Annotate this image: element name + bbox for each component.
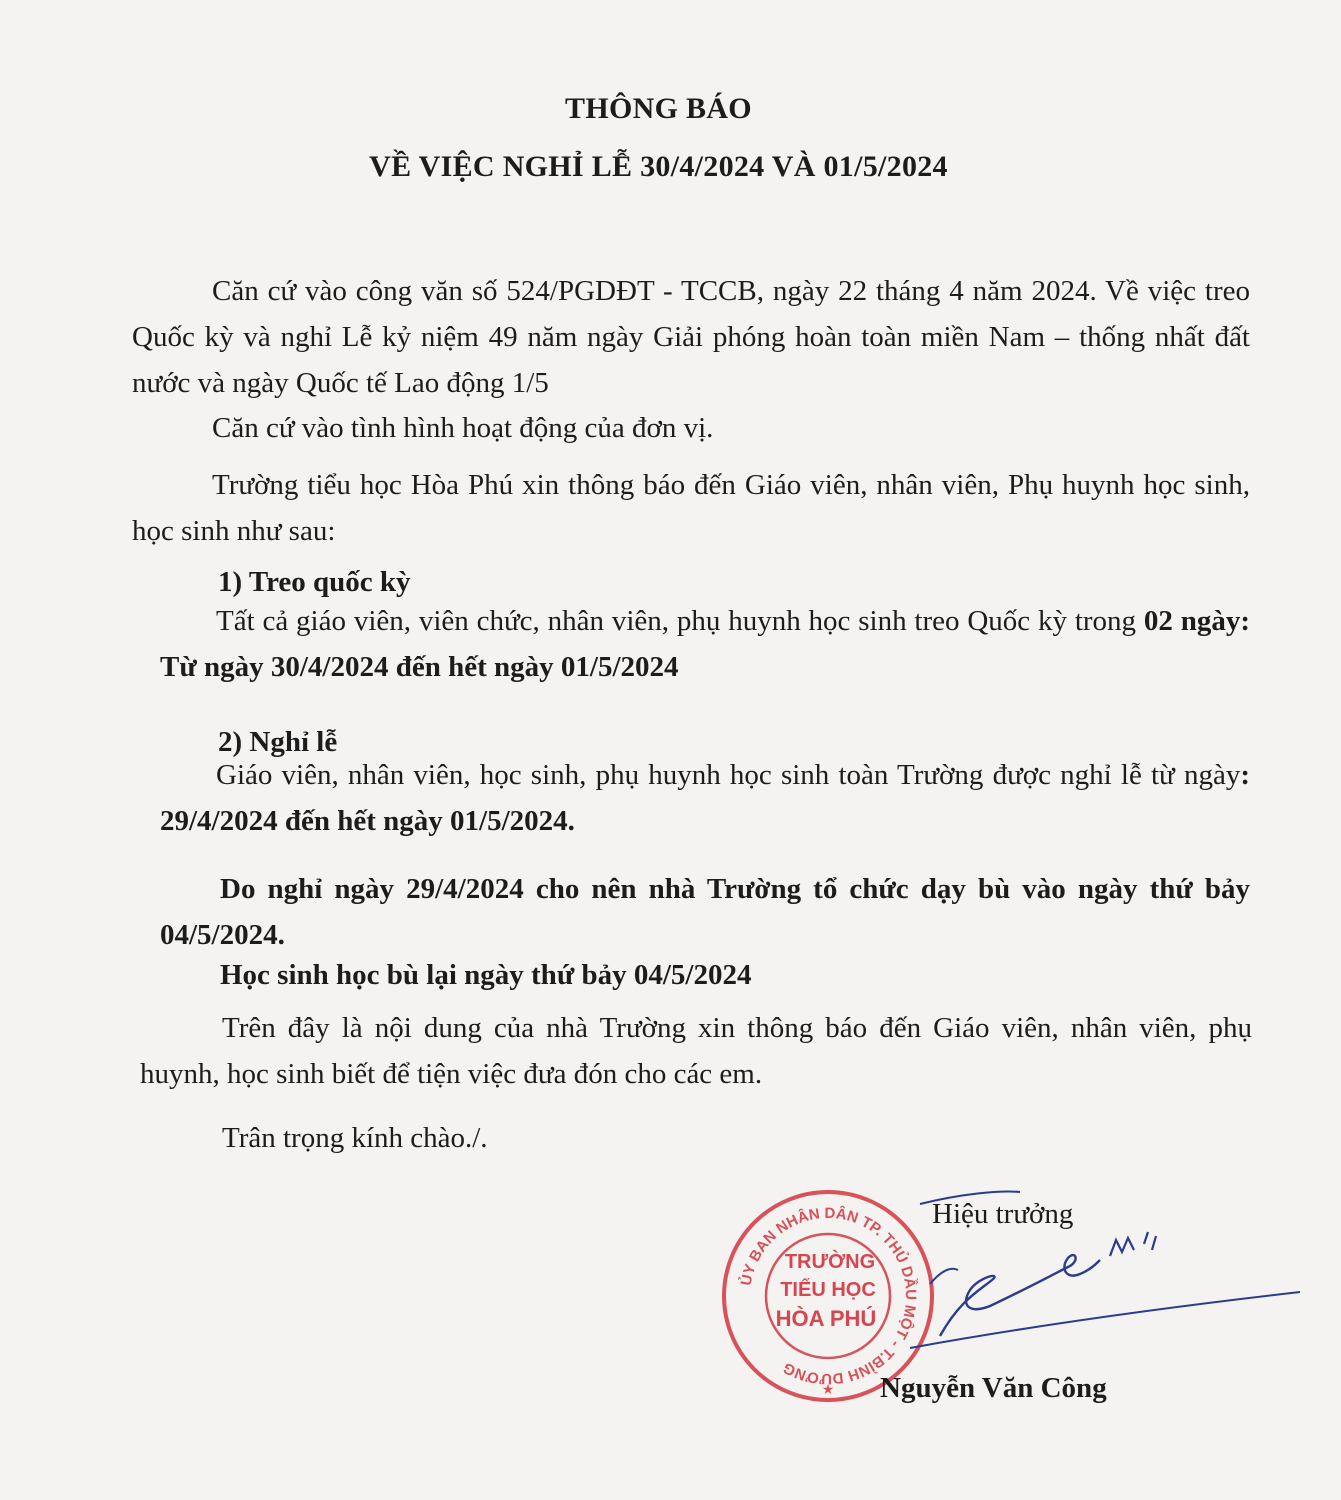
- paragraph-makeup-teaching: Do nghỉ ngày 29/4/2024 cho nên nhà Trường tổ chức dạy bù vào ngày thứ bảy 04/5/2024.: [160, 873, 1250, 951]
- signer-role: Hiệu trưởng: [932, 1198, 1074, 1230]
- holiday-dates: : 29/4/2024 đến hết ngày 01/5/2024.: [160, 759, 1250, 837]
- paragraph-legal-basis: Căn cứ vào công văn số 524/PGDĐT - TCCB, ngày 22 tháng 4 năm 2024. Về việc treo Quốc kỳ và nghỉ Lễ kỷ niệm 49 năm ngày Giải phóng hoàn toàn miền Nam – thống nhất đất nước và ngày Quốc tế Lao động 1/5: [132, 275, 1250, 399]
- document-title: THÔNG BÁO: [565, 92, 752, 125]
- handwritten-signature: [900, 1180, 1320, 1360]
- paragraph-closing: Trên đây là nội dung của nhà Trường xin thông báo đến Giáo viên, nhân viên, phụ huynh, học sinh biết để tiện việc đưa đón cho các em.: [140, 1012, 1252, 1090]
- stamp-line2: TIỂU HỌC: [780, 1279, 876, 1301]
- paragraph-makeup-students: Học sinh học bù lại ngày thứ bảy 04/5/2024: [220, 959, 752, 991]
- document-subtitle: VỀ VIỆC NGHỈ LỄ 30/4/2024 VÀ 01/5/2024: [369, 150, 948, 183]
- flag-text: Tất cả giáo viên, viên chức, nhân viên, phụ huynh học sinh treo Quốc kỳ trong: [216, 605, 1144, 637]
- signer-name: Nguyễn Văn Công: [880, 1372, 1107, 1404]
- stamp-line3: HÒA PHÚ: [775, 1306, 877, 1331]
- paragraph-announcement-intro: Trường tiểu học Hòa Phú xin thông báo đến Giáo viên, nhân viên, Phụ huynh học sinh, học sinh như sau:: [132, 469, 1250, 547]
- flag-dates: 02 ngày: Từ ngày 30/4/2024 đến hết ngày 01/5/2024: [160, 605, 1250, 683]
- paragraph-holiday: [160, 752, 1250, 844]
- paragraph-flag: [160, 598, 1250, 690]
- stamp-star-icon: ★: [821, 1382, 835, 1398]
- stamp-line1: TRƯỜNG: [784, 1251, 876, 1273]
- paragraph-regards: Trân trọng kính chào./.: [222, 1122, 488, 1154]
- paragraph-operations: Căn cứ vào tình hình hoạt động của đơn vị.: [212, 412, 714, 444]
- section-heading-flag: 1) Treo quốc kỳ: [218, 566, 411, 598]
- holiday-text: Giáo viên, nhân viên, học sinh, phụ huynh học sinh toàn Trường được nghỉ lễ từ ngày: [216, 759, 1241, 791]
- section-heading-holiday: 2) Nghỉ lễ: [218, 726, 338, 758]
- stamp-ring-text: ỦY BAN NHÂN DÂN TP. THỦ DẦU MỘT - T.BÌNH DƯƠNG: [737, 1204, 920, 1388]
